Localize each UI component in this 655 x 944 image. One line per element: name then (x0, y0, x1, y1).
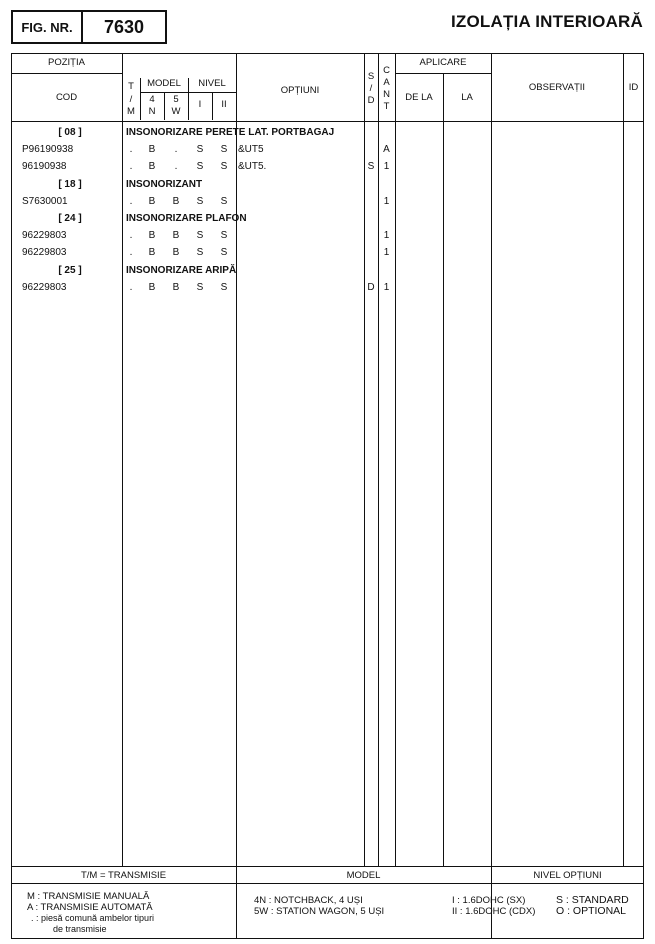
footer-tm-line: M : TRANSMISIE MANUALĂ (27, 891, 150, 902)
cell-options: &UT5 (238, 144, 264, 156)
footer-title-line (11, 883, 644, 884)
section-position: [ 08 ] (58, 127, 82, 138)
table-row (0, 144, 655, 158)
cell-model-5w: B (172, 281, 180, 293)
cell-model-4n: B (148, 281, 156, 293)
footer-top-line (11, 866, 644, 867)
row-divider (11, 73, 122, 74)
section-title: INSONORIZARE PERETE LAT. PORTBAGAJ (126, 127, 335, 138)
col-header-model: MODEL (147, 78, 181, 89)
fig-number: 7630 (81, 10, 167, 44)
cell-quantity: 1 (383, 247, 390, 259)
section-position: [ 18 ] (58, 178, 82, 190)
section-position: [ 24 ] (58, 213, 82, 224)
cell-nivel-i: S (196, 281, 204, 293)
cell-transmission: . (129, 281, 133, 293)
header-bottom-line (11, 121, 644, 122)
cell-nivel-i: S (196, 161, 204, 173)
cell-model-5w: B (172, 247, 180, 259)
cell-model-4n: B (148, 195, 156, 207)
cell-nivel-ii: S (220, 195, 228, 207)
cell-s-d: S (367, 161, 375, 173)
footer-tm-line: de transmisie (53, 924, 107, 934)
row-divider (395, 73, 491, 74)
cell-model-4n: B (148, 161, 156, 173)
cell-model-5w: . (174, 144, 178, 156)
col-header-cant-n: N (383, 89, 390, 100)
table-row (0, 247, 655, 261)
cell-model-5w: B (172, 195, 180, 207)
footer-nivel-line: II : 1.6DOHC (CDX) (452, 906, 536, 917)
section-row (0, 213, 655, 227)
col-header-pozitia: POZIȚIA (48, 57, 85, 68)
col-header-m: M (127, 106, 135, 117)
cell-quantity: A (383, 144, 390, 156)
cell-transmission: . (129, 195, 133, 207)
footer-tm-title: T/M = TRANSMISIE (80, 870, 167, 881)
cell-nivel-ii: S (220, 161, 228, 173)
footer-nivel-title: NIVEL OPȚIUNI (533, 870, 602, 881)
section-title: INSONORIZARE PLAFON (126, 213, 247, 224)
col-header-4: 4 (149, 94, 155, 105)
part-code: S7630001 (22, 195, 68, 207)
cell-nivel-i: S (196, 230, 204, 242)
cell-nivel-i: S (196, 144, 204, 156)
section-title: INSONORIZANT (126, 178, 203, 190)
cell-transmission: . (129, 247, 133, 259)
footer-nivel-code: O : OPTIONAL (556, 905, 627, 917)
col-header-slash2: / (369, 83, 373, 94)
section-row (0, 127, 655, 141)
cell-model-4n: B (148, 230, 156, 242)
section-position: [ 25 ] (58, 264, 82, 276)
table-row (0, 196, 655, 210)
cell-nivel-ii: S (220, 144, 228, 156)
col-header-aplicare: APLICARE (419, 57, 467, 68)
cell-nivel-ii: S (220, 230, 228, 242)
section-title: INSONORIZARE ARIPĂ (126, 264, 237, 276)
cell-nivel-ii: S (220, 247, 228, 259)
cell-quantity: 1 (383, 281, 390, 293)
footer-tm-line: A : TRANSMISIE AUTOMATĂ (27, 902, 153, 913)
footer-model-line: 5W : STATION WAGON, 5 UȘI (254, 906, 385, 917)
col-header-n: N (148, 106, 156, 117)
col-header-optiuni: OPȚIUNI (280, 85, 320, 96)
cell-quantity: 1 (383, 195, 390, 207)
cell-nivel-i: S (196, 247, 204, 259)
col-header-slash: / (129, 94, 133, 105)
row-divider (140, 92, 236, 93)
col-header-la: LA (461, 92, 473, 103)
part-code: 96229803 (22, 230, 67, 242)
col-header-cant-a: A (383, 77, 390, 88)
col-header-de-la: DE LA (405, 92, 433, 103)
col-header-s: S (367, 71, 375, 82)
table-row (0, 161, 655, 175)
col-header-observatii: OBSERVAȚII (528, 82, 586, 93)
footer-model-line: 4N : NOTCHBACK, 4 UȘI (254, 895, 363, 906)
cell-model-5w: . (174, 161, 178, 173)
cell-s-d: D (367, 281, 375, 293)
cell-quantity: 1 (383, 230, 390, 242)
col-header-cant-c: C (383, 65, 390, 76)
col-header-t: T (128, 81, 134, 92)
table-row (0, 230, 655, 244)
part-code: 96229803 (22, 281, 67, 293)
footer-tm-line: . : piesă comună ambelor tipuri (31, 913, 155, 923)
col-header-d: D (367, 95, 375, 106)
cell-nivel-i: S (196, 195, 204, 207)
page-title: IZOLAȚIA INTERIOARĂ (450, 12, 643, 31)
cell-transmission: . (129, 144, 133, 156)
col-header-cant-t: T (383, 101, 390, 112)
footer-model-title: MODEL (346, 870, 381, 881)
table-row (0, 282, 655, 296)
cell-model-4n: B (148, 144, 156, 156)
col-header-cod: COD (55, 92, 78, 103)
col-header-w: W (171, 106, 181, 117)
cell-options: &UT5. (238, 161, 267, 173)
cell-quantity: 1 (383, 161, 390, 173)
part-code: P96190938 (22, 144, 74, 156)
col-header-id: ID (628, 82, 639, 93)
col-header-5: 5 (173, 94, 179, 105)
col-header-nivel-i: I (198, 99, 202, 110)
footer-nivel-code: S : STANDARD (556, 894, 629, 906)
section-row (0, 179, 655, 193)
fig-label: FIG. NR. (11, 10, 83, 44)
part-code: 96229803 (22, 247, 67, 259)
part-code: 96190938 (22, 161, 67, 173)
section-row (0, 265, 655, 279)
cell-transmission: . (129, 230, 133, 242)
cell-model-5w: B (172, 230, 180, 242)
cell-transmission: . (129, 161, 133, 173)
cell-nivel-ii: S (220, 281, 228, 293)
cell-model-4n: B (148, 247, 156, 259)
footer-nivel-line: I : 1.6DOHC (SX) (452, 895, 526, 906)
col-header-nivel-ii: II (221, 99, 227, 110)
col-header-nivel: NIVEL (198, 78, 226, 89)
